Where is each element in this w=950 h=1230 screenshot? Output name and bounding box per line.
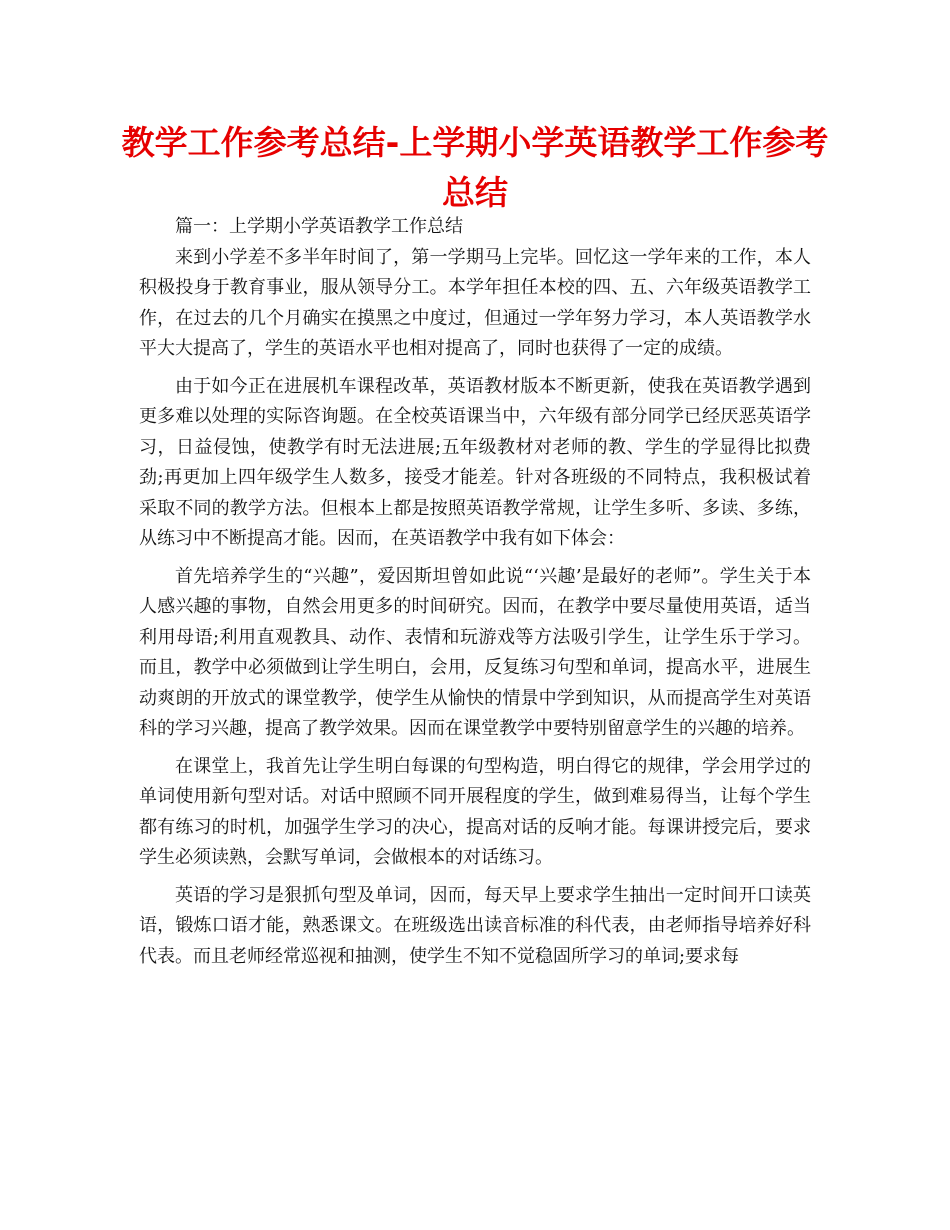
subtitle: 篇一：上学期小学英语教学工作总结: [175, 216, 463, 237]
paragraph-3: 首先培养学生的“兴趣”，爱因斯坦曾如此说“‘兴趣’是最好的老师”。学生关于本人感兴趣的事物，自然会用更多的时间研究。因而，在教学中要尽量使用英语，适当利用母语;利用直观教具、动作、表情和玩游戏等方法吸引学生，让学生乐于学习。而且，教学中必须做到让学生明白，会用，反复练习句型和单词，提高水平，进展生动爽朗的开放式的课堂教学，使学生从愉快的情景中学到知识，从而提高学生对英语科的学习兴趣，提高了教学效果。因而在课堂教学中要特别留意学生的兴趣的培养。: [139, 565, 811, 739]
paragraph-2: 由于如今正在进展机车课程改革，英语教材版本不断更新，使我在英语教学遇到更多难以处理的实际咨询题。在全校英语课当中，六年级有部分同学已经厌恶英语学习，日益侵蚀，使教学有时无法进展;五年级教材对老师的教、学生的学显得比拟费劲;再更加上四年级学生人数多，接受才能差。针对各班级的不同特点，我积极试着采取不同的教学方法。但根本上都是按照英语教学常规，让学生多听、多读、多练，从练习中不断提高才能。因而，在英语教学中我有如下体会：: [139, 375, 811, 549]
paragraph-4: 在课堂上，我首先让学生明白每课的句型构造，明白得它的规律，学会用学过的单词使用新句型对话。对话中照顾不同开展程度的学生，做到难易得当，让每个学生都有练习的时机，加强学生学习的决心，提高对话的反响才能。每课讲授完后，要求学生必须读熟，会默写单词，会做根本的对话练习。: [139, 755, 811, 868]
document-title: 教学工作参考总结-上学期小学英语教学工作参考总结: [121, 123, 829, 212]
paragraph-1: 来到小学差不多半年时间了，第一学期马上完毕。回忆这一学年来的工作，本人积极投身于教育事业，服从领导分工。本学年担任本校的四、五、六年级英语教学工作，在过去的几个月确实在摸黑之中度过，但通过一学年努力学习，本人英语教学水平大大提高了，学生的英语水平也相对提高了，同时也获得了一定的成绩。: [139, 246, 811, 359]
document-body: [139, 212, 811, 972]
paragraph-5: 英语的学习是狠抓句型及单词，因而，每天早上要求学生抽出一定时间开口读英语，锻炼口语才能，熟悉课文。在班级选出读音标准的科代表，由老师指导培养好科代表。而且老师经常巡视和抽测，使学生不知不觉稳固所学习的单词;要求每: [139, 884, 811, 967]
